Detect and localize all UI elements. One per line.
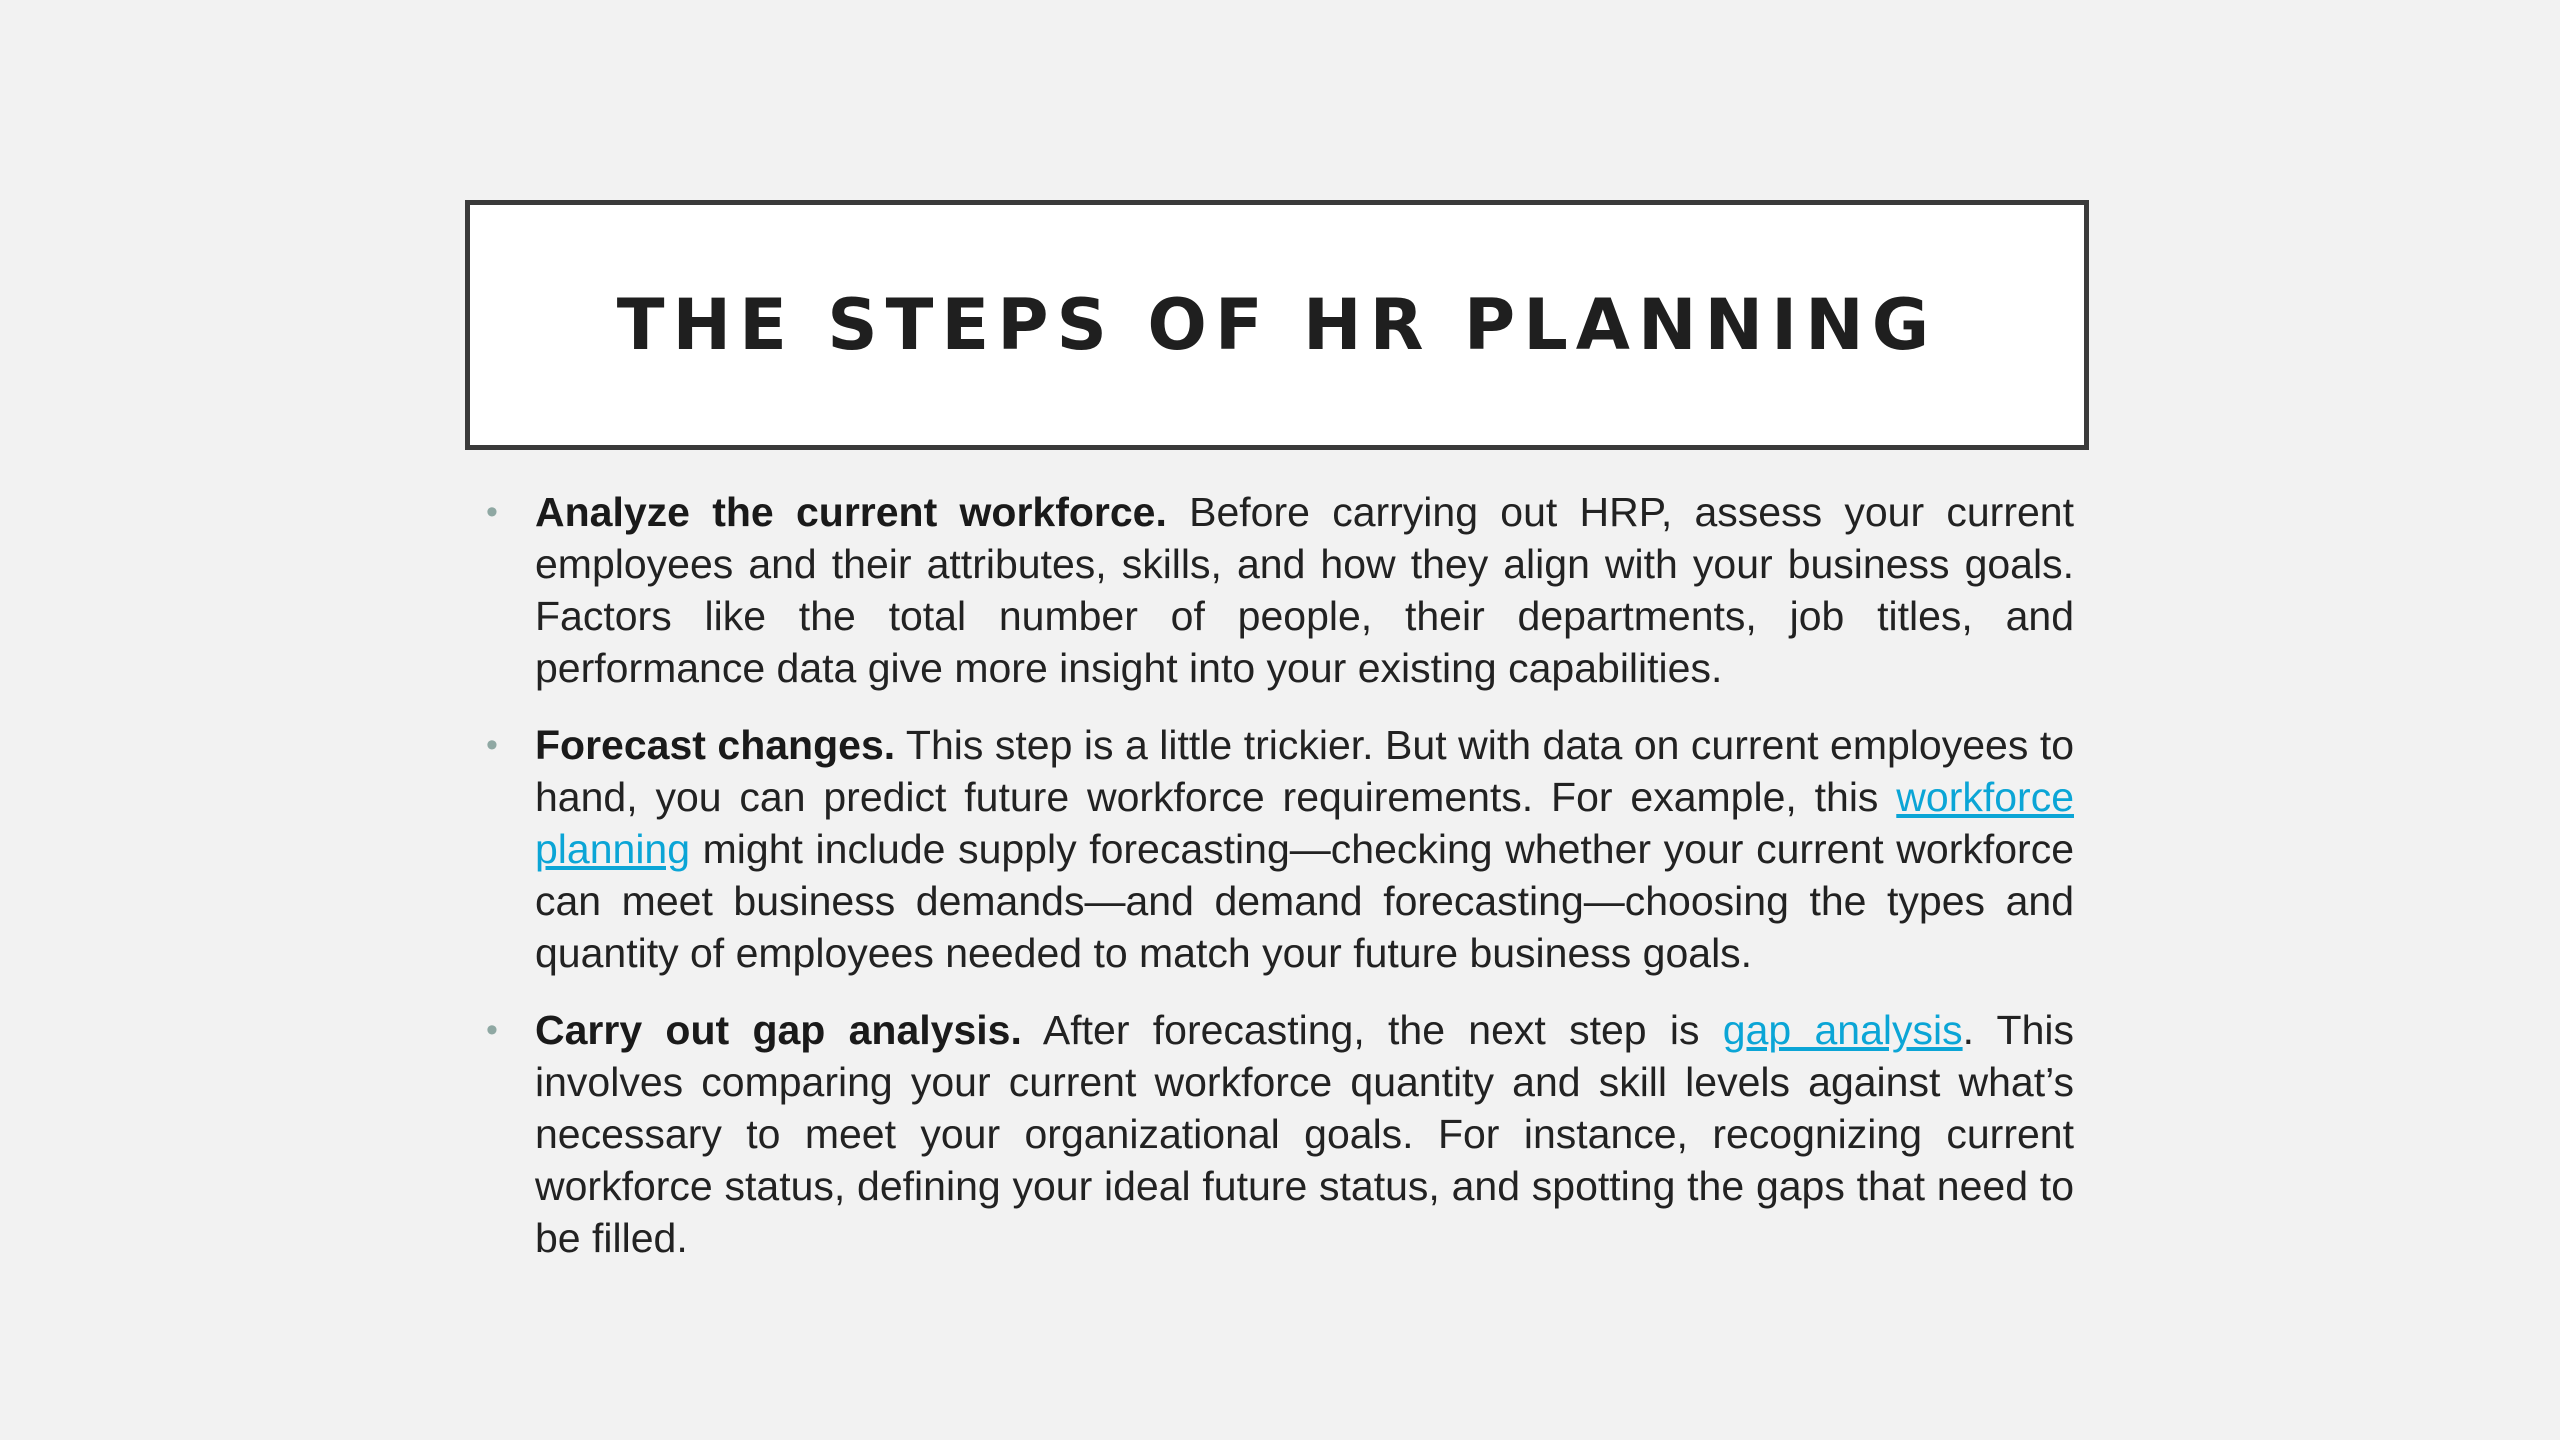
bullet-dot-icon: •: [486, 726, 498, 764]
title-box: [465, 200, 2089, 450]
slide-title: THE STEPS OF HR PLANNING: [616, 284, 1938, 366]
bullet-text-after: might include supply forecasting—checking whether your current workforce can meet business demands—and demand forecasting—choosing the types and quantity of employees needed to match your future business goals.: [535, 826, 2074, 976]
bullet-text-after: . This involves comparing your current workforce quantity and skill levels against what’s necessary to meet your organizational goals. For instance, recognizing current workforce status, defining your ideal future status, and spotting the gaps that need to be filled.: [535, 1007, 2074, 1261]
slide-content: [480, 486, 2074, 1289]
workforce-planning-link[interactable]: workforce planning: [535, 774, 2074, 872]
bullet-item-gap-analysis: [480, 1004, 2074, 1264]
bullet-item-forecast: [480, 719, 2074, 979]
gap-analysis-link[interactable]: gap analysis: [1722, 1007, 1963, 1053]
bullet-lead: Carry out gap analysis.: [535, 1007, 1022, 1053]
bullet-lead: Forecast changes.: [535, 722, 896, 768]
bullet-list: [480, 486, 2074, 1264]
bullet-text-before: After forecasting, the next step is: [1021, 1007, 1723, 1053]
bullet-lead: Analyze the current workforce.: [535, 489, 1167, 535]
bullet-text: Before carrying out HRP, assess your current employees and their attributes, skills, and how they align with your business goals. Factors like the total number of people, their departments, job titles, and performance data give more insight into your existing capabilities.: [535, 489, 2074, 691]
bullet-dot-icon: •: [486, 1011, 498, 1049]
bullet-dot-icon: •: [486, 493, 498, 531]
bullet-text-before: This step is a little trickier. But with data on current employees to hand, you can predict future workforce requirements. For example, this: [535, 722, 2075, 820]
bullet-item-analyze: [480, 486, 2074, 694]
